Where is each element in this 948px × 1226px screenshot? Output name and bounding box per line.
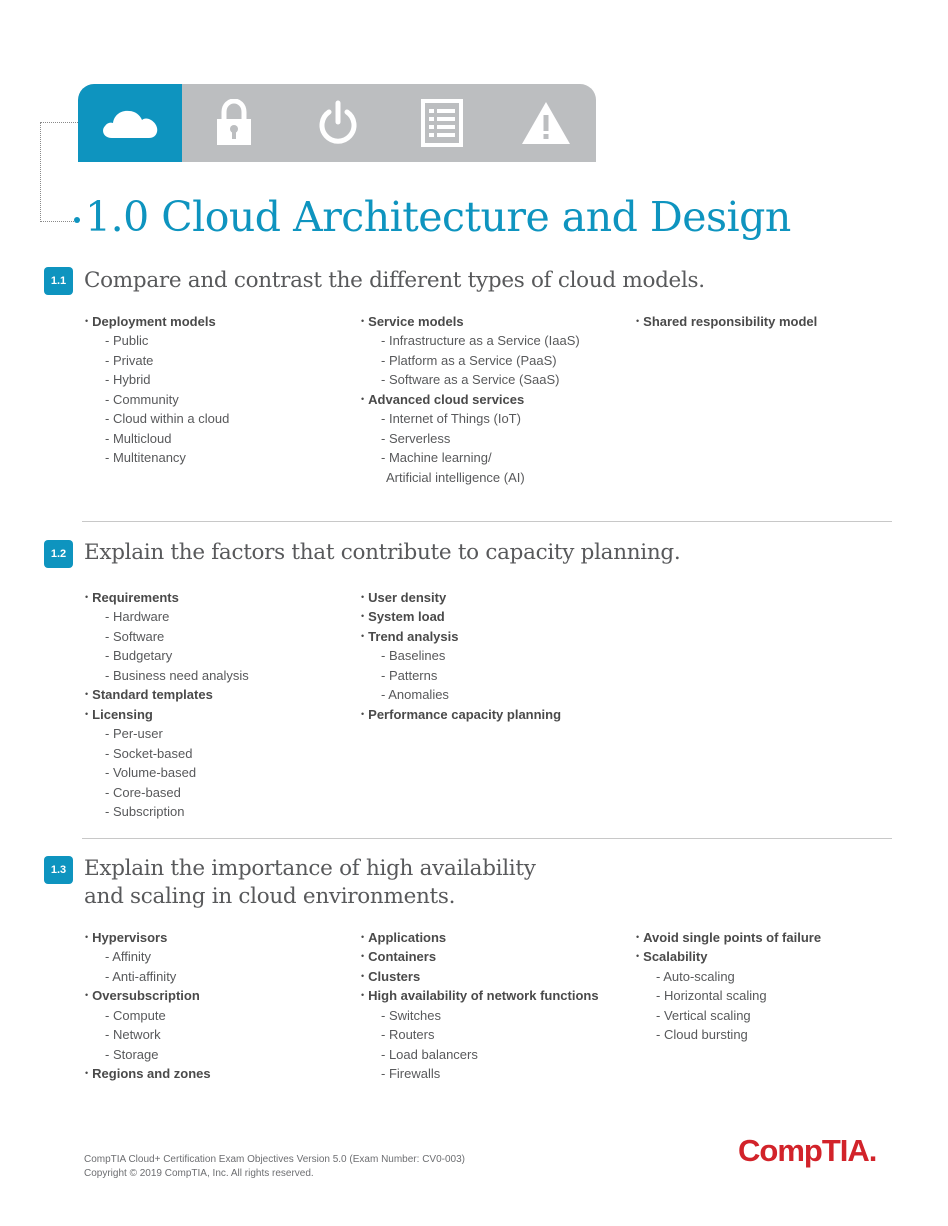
bullet-item: • Applications [360, 928, 630, 947]
bullet-item: • Avoid single points of failure [635, 928, 905, 947]
objective-column [84, 588, 354, 821]
comptia-logo: CompTIA. [738, 1133, 877, 1168]
sub-bullet-item: - Anti-affinity [84, 967, 354, 986]
footer-copyright: Copyright © 2019 CompTIA, Inc. All rights reserved. [84, 1167, 314, 1179]
sub-bullet-item: - Public [84, 331, 354, 350]
sub-bullet-item: - Machine learning/ [360, 448, 630, 467]
domain-title: 1.0 Cloud Architecture and Design [85, 193, 791, 241]
objective-column [360, 928, 630, 1084]
bullet-item: • Clusters [360, 967, 630, 986]
bullet-item: • High availability of network functions [360, 986, 630, 1005]
sub-bullet-item: - Storage [84, 1045, 354, 1064]
bullet-item: • System load [360, 607, 630, 626]
sub-bullet-item: - Multitenancy [84, 448, 354, 467]
sub-bullet-item: - Firewalls [360, 1064, 630, 1083]
title-connector-dot [74, 217, 80, 223]
sub-bullet-item: - Anomalies [360, 685, 630, 704]
bullet-item: • Standard templates [84, 685, 354, 704]
sub-bullet-item: - Per-user [84, 724, 354, 743]
objective-title: Compare and contrast the different types of cloud models. [84, 268, 705, 293]
bullet-item: • User density [360, 588, 630, 607]
warning-icon [520, 100, 572, 146]
sub-bullet-item: - Baselines [360, 646, 630, 665]
objective-column [360, 312, 630, 487]
bullet-item: • Service models [360, 312, 630, 331]
sub-bullet-item: - Load balancers [360, 1045, 630, 1064]
sub-bullet-item: - Switches [360, 1006, 630, 1025]
bullet-item: • Deployment models [84, 312, 354, 331]
bullet-item: • Performance capacity planning [360, 705, 630, 724]
bullet-item: • Containers [360, 947, 630, 966]
objective-number-badge: 1.1 [44, 267, 73, 295]
bullet-item: • Requirements [84, 588, 354, 607]
sub-bullet-item: - Software as a Service (SaaS) [360, 370, 630, 389]
cloud-icon [100, 105, 160, 141]
sub-bullet-item: - Serverless [360, 429, 630, 448]
objective-column [84, 312, 354, 468]
sub-bullet-item: - Infrastructure as a Service (IaaS) [360, 331, 630, 350]
footer-exam-line: CompTIA Cloud+ Certification Exam Objectives Version 5.0 (Exam Number: CV0-003) [84, 1154, 465, 1165]
sub-bullet-item: - Software [84, 627, 354, 646]
objective-column [84, 928, 354, 1084]
tab-security [182, 84, 286, 162]
bullet-item: • Advanced cloud services [360, 390, 630, 409]
bullet-item: • Trend analysis [360, 627, 630, 646]
sub-bullet-item: - Hybrid [84, 370, 354, 389]
sub-bullet-item: - Business need analysis [84, 666, 354, 685]
sub-bullet-continuation: Artificial intelligence (AI) [386, 469, 525, 485]
sub-bullet-item: - Affinity [84, 947, 354, 966]
sub-bullet-item: - Community [84, 390, 354, 409]
sub-bullet-item: - Subscription [84, 802, 354, 821]
bullet-item: • Licensing [84, 705, 354, 724]
sub-bullet-item: - Cloud bursting [635, 1025, 905, 1044]
sub-bullet-item: - Patterns [360, 666, 630, 685]
title-connector-line [40, 122, 78, 222]
sub-bullet-item: - Compute [84, 1006, 354, 1025]
page-footer [84, 1153, 465, 1180]
bullet-item: • Regions and zones [84, 1064, 354, 1083]
section-divider [82, 521, 892, 522]
domain-icon-tabs [78, 84, 596, 162]
section-divider [82, 838, 892, 839]
sub-bullet-item: - Vertical scaling [635, 1006, 905, 1025]
bullet-item: • Scalability [635, 947, 905, 966]
sub-bullet-item: - Multicloud [84, 429, 354, 448]
objective-column [635, 312, 905, 331]
objective-number-badge: 1.3 [44, 856, 73, 884]
bullet-item: • Oversubscription [84, 986, 354, 1005]
sub-bullet-item: - Private [84, 351, 354, 370]
objective-title: Explain the factors that contribute to capacity planning. [84, 540, 681, 565]
bullet-item: • Shared responsibility model [635, 312, 905, 331]
objective-column [360, 588, 630, 724]
sub-bullet-item: - Routers [360, 1025, 630, 1044]
tab-checklist [390, 84, 494, 162]
sub-bullet-item: - Platform as a Service (PaaS) [360, 351, 630, 370]
sub-bullet-item: - Core-based [84, 783, 354, 802]
tab-cloud [78, 84, 182, 162]
tab-troubleshooting [494, 84, 596, 162]
lock-icon [214, 99, 254, 147]
checklist-icon [420, 98, 464, 148]
objective-number-badge: 1.2 [44, 540, 73, 568]
bullet-item: • Hypervisors [84, 928, 354, 947]
sub-bullet-item: - Auto-scaling [635, 967, 905, 986]
objective-title: Explain the importance of high availability and scaling in cloud environments. [84, 856, 536, 909]
tab-operations [286, 84, 390, 162]
sub-bullet-item: - Volume-based [84, 763, 354, 782]
objective-column [635, 928, 905, 1045]
sub-bullet-item: - Internet of Things (IoT) [360, 409, 630, 428]
sub-bullet-item: - Horizontal scaling [635, 986, 905, 1005]
sub-bullet-item: - Socket-based [84, 744, 354, 763]
sub-bullet-item: - Cloud within a cloud [84, 409, 354, 428]
sub-bullet-item: - Hardware [84, 607, 354, 626]
sub-bullet-item: - Network [84, 1025, 354, 1044]
power-icon [316, 100, 360, 146]
sub-bullet-item: - Budgetary [84, 646, 354, 665]
